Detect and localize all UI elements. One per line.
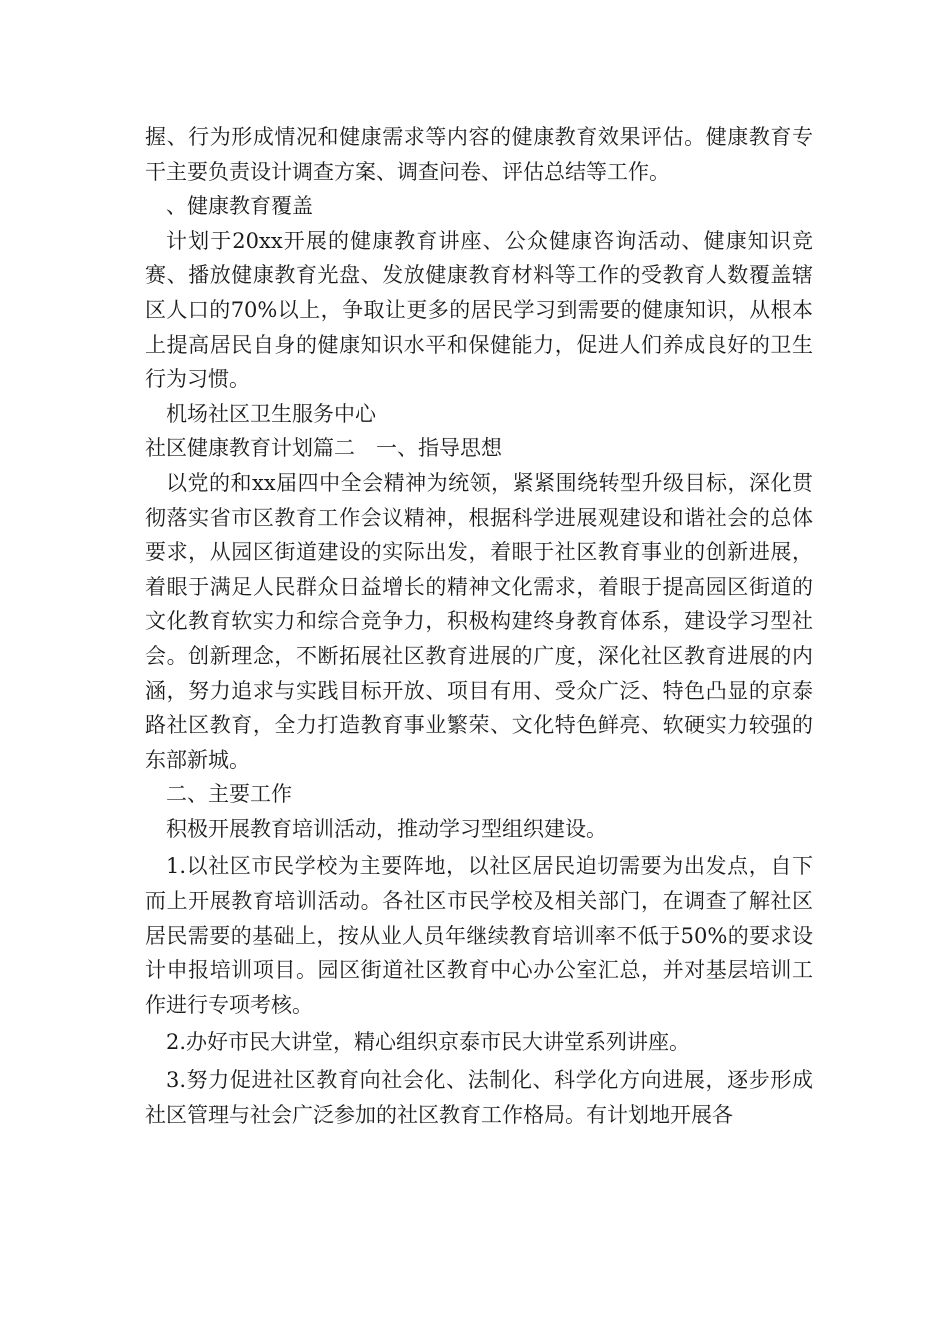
paragraph: 积极开展教育培训活动，推动学习型组织建设。 [166,816,607,841]
section-heading: 、健康教育覆盖 [166,194,313,219]
document-body [145,120,813,1132]
section-heading: 二、主要工作 [166,782,292,807]
list-item: 2.办好市民大讲堂，精心组织京泰市民大讲堂系列讲座。 [166,1030,691,1055]
paragraph: 握、行为形成情况和健康需求等内容的健康教育效果评估。健康教育专干主要负责设计调查方案、调查问卷、评估总结等工作。 [145,125,813,184]
paragraph: 计划于20xx开展的健康教育讲座、公众健康咨询活动、健康知识竞赛、播放健康教育光盘、发放健康教育材料等工作的受教育人数覆盖辖区人口的70%以上，争取让更多的居民学习到需要的健康知识，从根本上提高居民自身的健康知识水平和保健能力，促进人们养成良好的卫生行为习惯。 [145,228,813,392]
list-item: 3.努力促进社区教育向社会化、法制化、科学化方向进展，逐步形成社区管理与社会广泛参加的社区教育工作格局。有计划地开展各 [145,1068,813,1127]
paragraph: 以党的和xx届四中全会精神为统领，紧紧围绕转型升级目标，深化贯彻落实省市区教育工作会议精神，根据科学进展观建设和谐社会的总体要求，从园区街道建设的实际出发，着眼于社区教育事业的创新进展，着眼于满足人民群众日益增长的精神文化需求，着眼于提高园区街道的文化教育软实力和综合竞争力，积极构建终身教育体系，建设学习型社会。创新理念，不断拓展社区教育进展的广度，深化社区教育进展的内涵，努力追求与实践目标开放、项目有用、受众广泛、特色凸显的京泰路社区教育，全力打造教育事业繁荣、文化特色鲜亮、软硬实力较强的东部新城。 [145,470,813,772]
organization-name: 机场社区卫生服务中心 [166,401,376,426]
section-heading: 社区健康教育计划篇二 一、指导思想 [145,436,502,461]
list-item: 1.以社区市民学校为主要阵地，以社区居民迫切需要为出发点，自下而上开展教育培训活动。各社区市民学校及相关部门，在调查了解社区居民需要的基础上，按从业人员年继续教育培训率不低于50%的要求设计申报培训项目。园区街道社区教育中心办公室汇总，并对基层培训工作进行专项考核。 [145,854,813,1017]
